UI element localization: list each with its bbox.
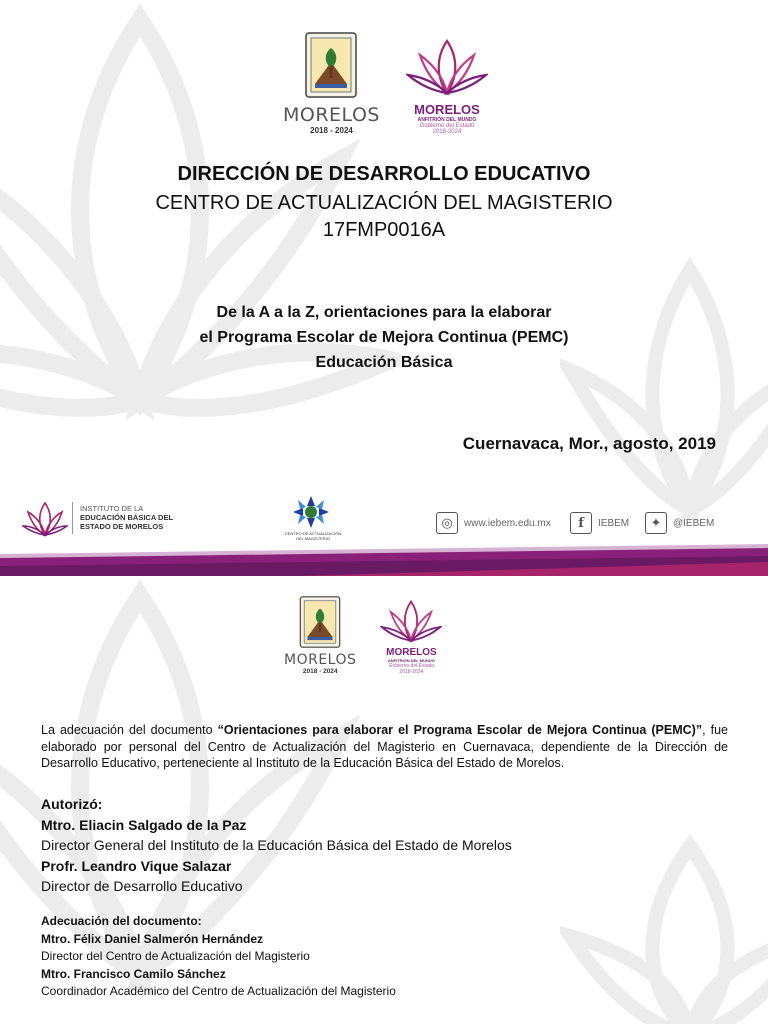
cam-name [283,531,343,541]
gov-tagline: ANFITRIÓN DEL MUNDO [417,117,477,123]
intro-text: La adecuación del documento [41,723,218,737]
adapter-2-name: Mtro. Francisco Camilo Sánchez [41,966,226,981]
morelos-state-name: MORELOS [284,652,357,668]
title-line-3: Educación Básica [315,354,453,371]
iebem-lotus-icon [22,500,68,538]
morelos-state-name: MORELOS [283,104,380,126]
heading-code: 17FMP0016A [322,219,446,241]
authorizer-2-name: Profr. Leandro Vique Salazar [41,857,232,874]
authorized-label: Autorizó: [41,796,103,812]
gov-subtitle: Gobierno del Estado [388,663,435,669]
divider [72,502,73,534]
gov-tagline: ANFITRIÓN DEL MUNDO [387,658,435,663]
facebook-link[interactable] [570,512,629,534]
website-link[interactable] [436,512,551,534]
intro-rest: , fue elaborado por personal del Centro de Actualización del Magisterio en Cuernavaca, dependiente de la Dirección de Desarrollo Educativo, perteneciente al Instituto de la Educación Básica del Estado de Morelos. [41,723,728,770]
morelos-government-logo [406,35,488,135]
morelos-state-years: 2018 - 2024 [302,668,338,675]
gov-years: 2018-2024 [399,669,424,675]
iebem-line-3: ESTADO DE MORELOS [80,522,164,531]
twitter-link[interactable] [645,512,714,534]
document-name: “Orientaciones para elaborar el Programa Escolar de Mejora Continua (PEMC)” [217,723,703,737]
adaptation-section [41,913,396,1001]
document-title [0,300,768,375]
iebem-name [80,504,173,531]
cam-logo-icon [287,494,337,530]
adapter-1-name: Mtro. Félix Daniel Salmerón Hernández [41,931,264,946]
cam-line-2: DEL MAGISTERIO [296,536,330,541]
credits-page [0,576,768,1024]
bottom-stripe [0,544,768,576]
coat-of-arms-icon [299,596,341,648]
authorizer-2-role: Director de Desarrollo Educativo [41,878,243,894]
gov-name: MORELOS [386,647,437,658]
coat-of-arms-icon [305,32,357,98]
iebem-line-2: EDUCACIÓN BÁSICA DEL [80,513,174,522]
twitter-text: @IEBEM [673,517,715,529]
morelos-government-logo [380,597,442,675]
heading-directorate: DIRECCIÓN DE DESARROLLO EDUCATIVO [177,163,591,185]
adapter-2-role: Coordinador Académico del Centro de Actualización del Magisterio [41,984,396,998]
globe-icon: ◎ [436,512,458,534]
morelos-state-logo [283,32,380,135]
page-heading [0,163,768,242]
adaptation-label: Adecuación del documento: [41,914,202,928]
authorized-by-section [41,794,512,897]
intro-paragraph [41,722,728,772]
footer-logos [0,494,768,544]
title-line-1: De la A a la Z, orientaciones para la elaborar [216,304,552,321]
title-line-2: el Programa Escolar de Mejora Continua (PEMC) [199,329,569,346]
facebook-icon: f [570,512,592,534]
place-date: Cuernavaca, Mor., agosto, 2019 [462,434,716,453]
morelos-state-logo [284,596,356,675]
authorizer-1-name: Mtro. Eliacin Salgado de la Paz [41,816,247,833]
header-logos [283,32,488,135]
lotus-flower-icon [380,597,442,645]
twitter-icon: ✦ [645,512,667,534]
morelos-state-years: 2018 - 2024 [310,126,353,135]
lotus-flower-icon [406,35,488,99]
cam-line-1: CENTRO DE ACTUALIZACIÓN [284,531,342,536]
gov-years: 2018-2024 [432,129,462,135]
iebem-line-1: INSTITUTO DE LA [80,504,144,513]
lotus-watermark-icon [560,826,768,1024]
facebook-text: IEBEM [598,517,630,529]
website-text: www.iebem.edu.mx [464,517,551,529]
heading-center: CENTRO DE ACTUALIZACIÓN DEL MAGISTERIO [155,192,613,214]
gov-subtitle: Gobierno del Estado [419,123,475,129]
authorizer-1-role: Director General del Instituto de la Educación Básica del Estado de Morelos [41,837,512,853]
header-logos [284,596,442,675]
adapter-1-role: Director del Centro de Actualización del Magisterio [41,949,310,963]
gov-name: MORELOS [414,102,480,117]
